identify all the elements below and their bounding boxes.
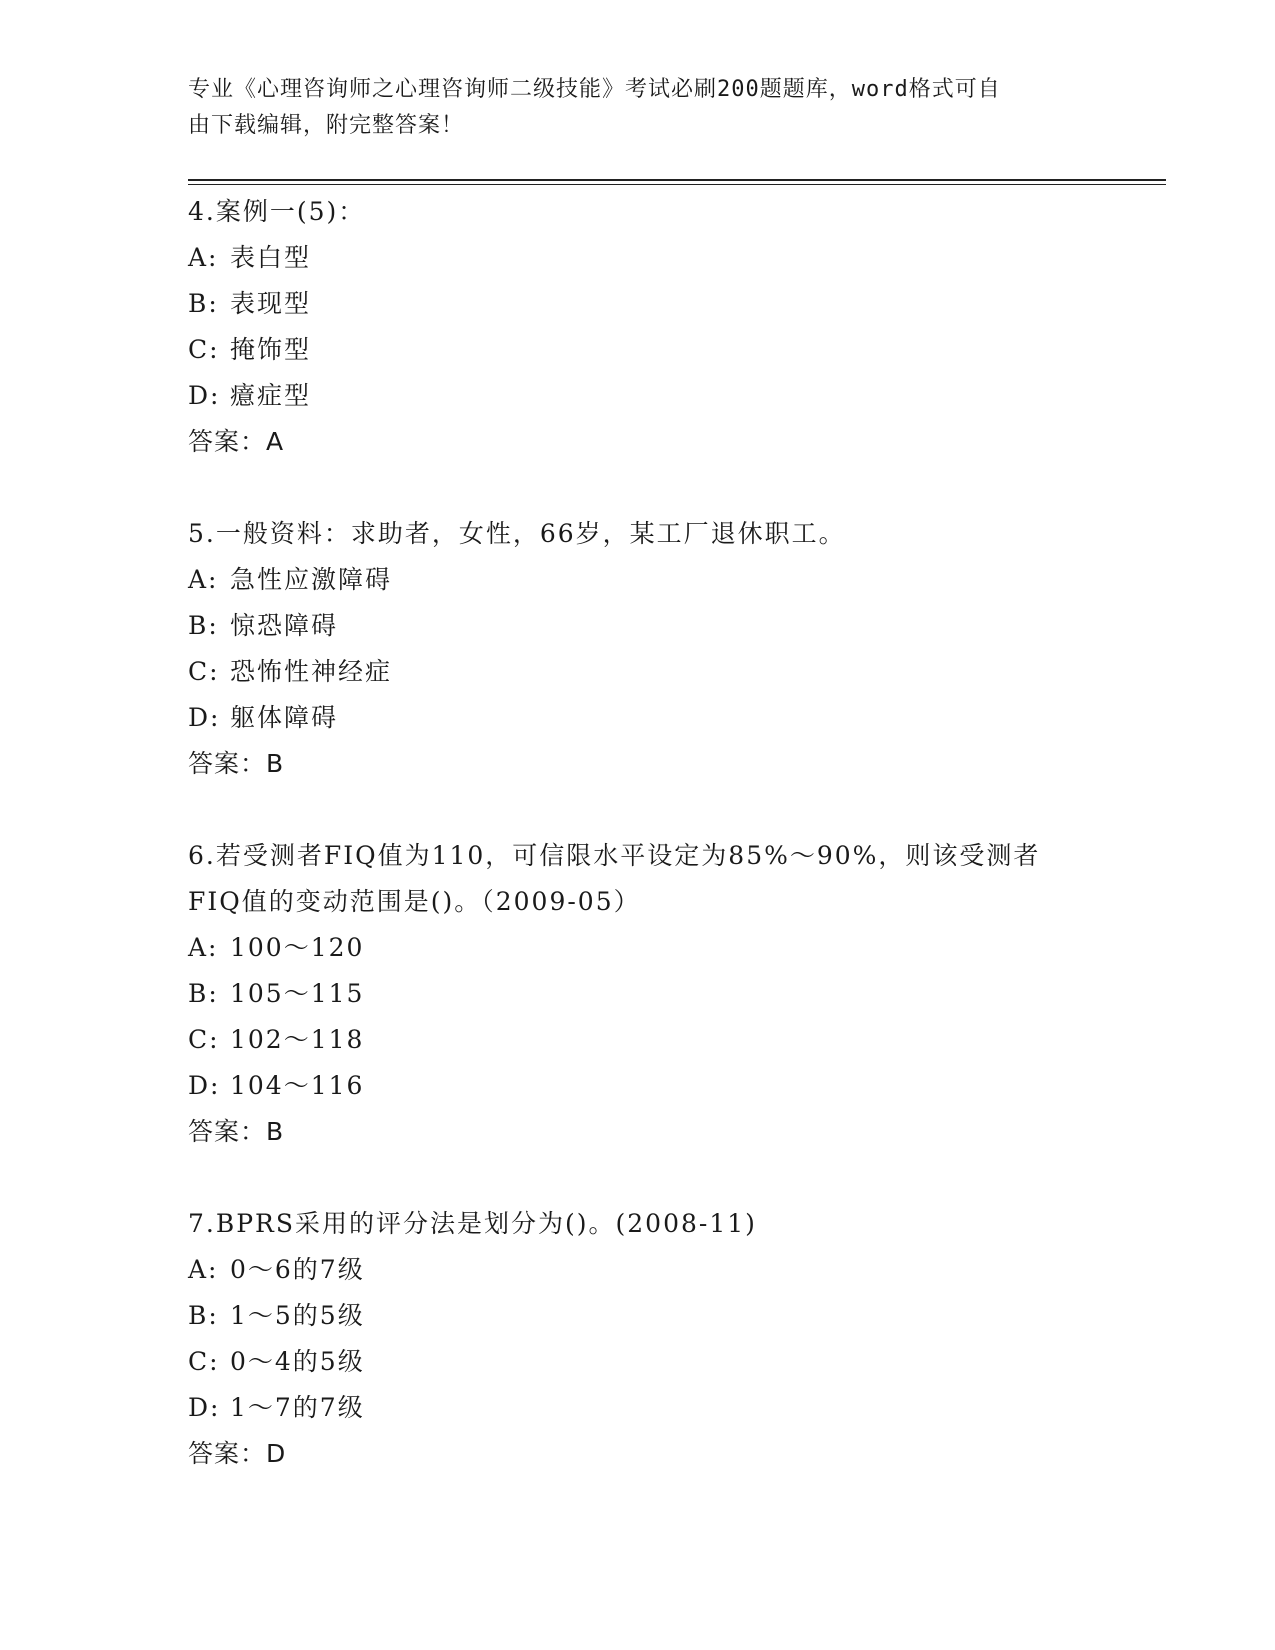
option-label: D: (188, 703, 221, 732)
question-stem: 5.一般资料：求助者，女性，66岁，某工厂退休职工。 (188, 519, 846, 548)
option-label: D: (188, 381, 221, 410)
option-c (188, 1339, 1088, 1385)
option-b (188, 281, 1088, 327)
option-label: D: (188, 1393, 221, 1422)
header-line-2: 由下载编辑，附完整答案！ (188, 113, 465, 138)
option-text: 1～5的5级 (230, 1301, 365, 1330)
option-text: 0～6的7级 (230, 1255, 365, 1284)
option-label: A: (188, 243, 219, 272)
option-label: D: (188, 1071, 221, 1100)
option-c (188, 649, 1088, 695)
option-label: C: (188, 657, 220, 686)
option-label: B: (188, 979, 219, 1008)
option-text: 癔症型 (230, 381, 312, 410)
option-text: 100～120 (230, 933, 365, 962)
option-a (188, 1247, 1088, 1293)
option-text: 表白型 (230, 243, 312, 272)
option-label: A: (188, 565, 219, 594)
option-d (188, 1063, 1088, 1109)
option-label: B: (188, 289, 219, 318)
question-stem: 7.BPRS采用的评分法是划分为()。(2008-11) (188, 1209, 757, 1238)
option-label: C: (188, 1347, 220, 1376)
spacer (188, 787, 1088, 833)
option-text: 0～4的5级 (230, 1347, 365, 1376)
answer-line: 答案：D (188, 1439, 287, 1468)
question-block (188, 511, 1088, 787)
spacer (188, 1155, 1088, 1201)
option-d (188, 373, 1088, 419)
option-text: 恐怖性神经症 (230, 657, 393, 686)
option-text: 掩饰型 (230, 335, 312, 364)
header-line-1: 专业《心理咨询师之心理咨询师二级技能》考试必刷200题题库，word格式可自 (188, 77, 1001, 102)
option-text: 躯体障碍 (230, 703, 339, 732)
option-b (188, 1293, 1088, 1339)
option-d (188, 1385, 1088, 1431)
option-text: 102～118 (230, 1025, 365, 1054)
option-b (188, 603, 1088, 649)
option-c (188, 327, 1088, 373)
question-stem: 4.案例一(5)： (188, 197, 366, 226)
option-text: 1～7的7级 (230, 1393, 365, 1422)
question-stem-continued: FIQ值的变动范围是()。（2009-05） (188, 887, 641, 916)
option-text: 惊恐障碍 (230, 611, 339, 640)
option-d (188, 695, 1088, 741)
spacer (188, 465, 1088, 511)
option-label: C: (188, 335, 220, 364)
header-rule-thin (188, 184, 1166, 185)
answer-line: 答案：B (188, 749, 285, 778)
option-label: A: (188, 1255, 219, 1284)
option-b (188, 971, 1088, 1017)
question-block (188, 189, 1088, 465)
option-a (188, 235, 1088, 281)
question-stem: 6.若受测者FIQ值为110，可信限水平设定为85%～90%，则该受测者 (188, 841, 1041, 870)
option-label: B: (188, 1301, 219, 1330)
answer-line: 答案：B (188, 1117, 285, 1146)
option-label: A: (188, 933, 219, 962)
question-list (188, 189, 1088, 1477)
header-rule-thick (188, 179, 1166, 181)
option-a (188, 557, 1088, 603)
question-block (188, 833, 1088, 1155)
question-block (188, 1201, 1088, 1477)
option-text: 105～115 (230, 979, 365, 1008)
option-text: 表现型 (230, 289, 312, 318)
option-c (188, 1017, 1088, 1063)
option-label: B: (188, 611, 219, 640)
answer-line: 答案：A (188, 427, 285, 456)
option-text: 104～116 (230, 1071, 365, 1100)
document-header (188, 72, 1068, 144)
option-text: 急性应激障碍 (230, 565, 393, 594)
option-label: C: (188, 1025, 220, 1054)
option-a (188, 925, 1088, 971)
